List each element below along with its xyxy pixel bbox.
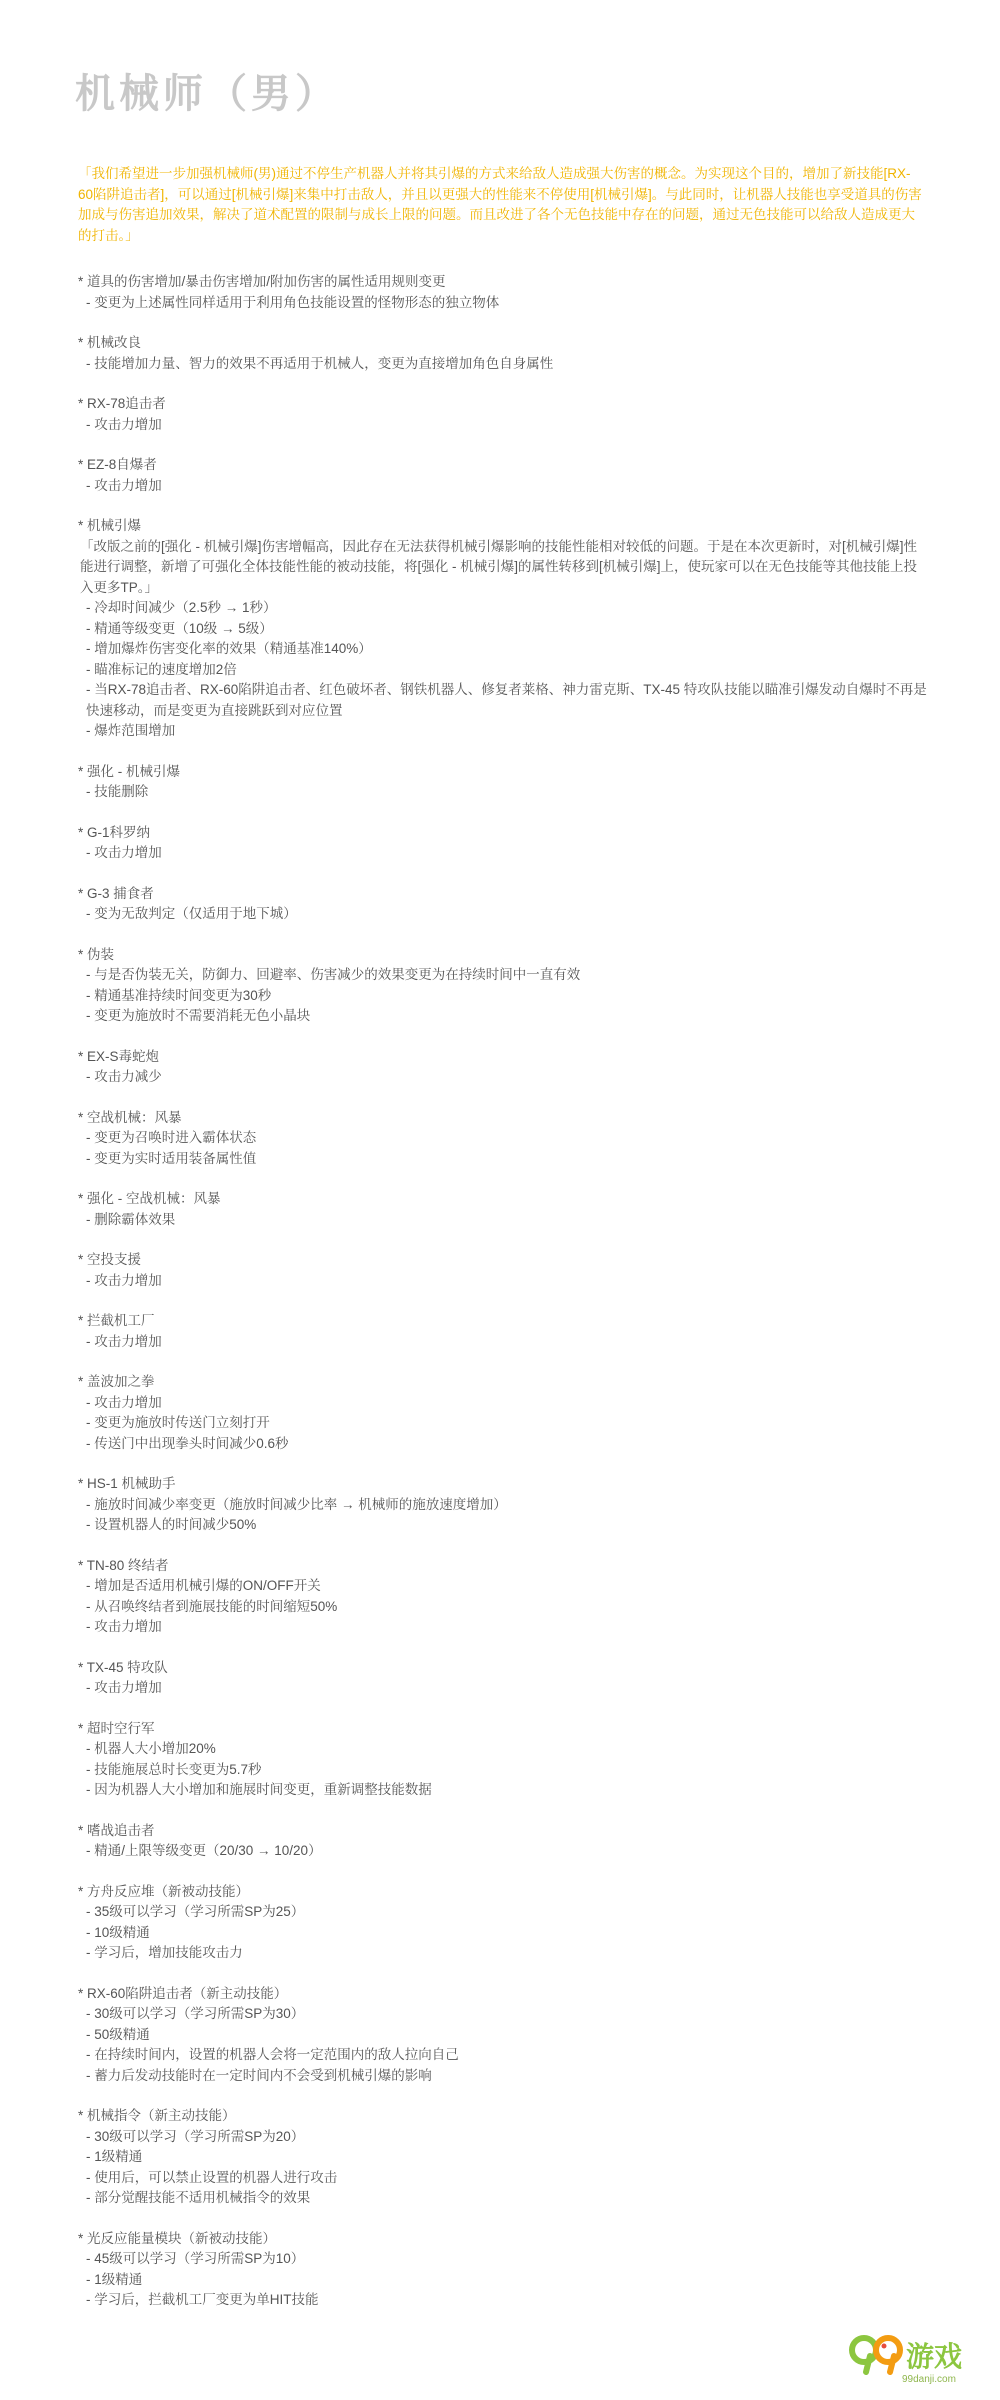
change-item: - 增加是否适用机械引爆的ON/OFF开关 — [86, 1578, 321, 1593]
change-item: - 攻击力增加 — [86, 477, 162, 493]
patch-section — [78, 1984, 928, 2087]
change-item: - 增加爆炸伤害变化率的效果（精通基准140%） — [86, 641, 372, 656]
change-item: - 50级精通 — [86, 2026, 150, 2042]
patch-section — [78, 516, 928, 742]
change-item: - 在持续时间内，设置的机器人会将一定范围内的敌人拉向自己 — [86, 2047, 459, 2062]
section-title: * 光反应能量模块（新被动技能） — [78, 2230, 277, 2246]
change-item: - 施放时间减少率变更（施放时间减少比率 → 机械师的施放速度增加） — [86, 1496, 507, 1512]
change-item: - 攻击力增加 — [86, 1394, 162, 1410]
section-title: * 盖波加之拳 — [78, 1374, 155, 1389]
change-item: - 攻击力增加 — [86, 1619, 162, 1634]
patch-section — [78, 1047, 928, 1088]
change-item: - 精通基准持续时间变更为30秒 — [86, 987, 272, 1003]
change-item: - 攻击力增加 — [86, 416, 162, 432]
change-item: - 瞄准标记的速度增加2倍 — [86, 661, 237, 677]
section-title: * 方舟反应堆（新被动技能） — [78, 1883, 250, 1899]
site-watermark — [848, 2332, 988, 2388]
section-title: * EX-S毒蛇炮 — [78, 1048, 160, 1064]
patch-notes-list — [78, 272, 928, 2331]
watermark-url: 99danji.com — [902, 2374, 956, 2385]
change-item: - 精通/上限等级变更（20/30 → 10/20） — [86, 1843, 322, 1858]
patch-section — [78, 1108, 928, 1170]
section-title: * EZ-8自爆者 — [78, 457, 157, 472]
patch-section — [78, 1882, 928, 1964]
page-title: 机械师（男） — [75, 71, 339, 117]
change-item: - 删除霸体效果 — [86, 1211, 176, 1227]
change-item: - 攻击力增加 — [86, 1333, 162, 1349]
change-item: - 传送门中出现拳头时间减少0.6秒 — [86, 1435, 289, 1451]
patch-section — [78, 394, 928, 435]
change-item: - 1级精通 — [86, 2149, 143, 2164]
change-item: - 从召唤终结者到施展技能的时间缩短50% — [86, 1598, 338, 1614]
section-title: * 超时空行军 — [78, 1720, 155, 1736]
section-title: * 伪装 — [78, 946, 115, 962]
change-item: - 变为无敌判定（仅适用于地下城） — [86, 906, 297, 921]
patch-section — [78, 272, 928, 313]
change-item: - 变更为施放时传送门立刻打开 — [86, 1415, 270, 1430]
change-item: - 与是否伪装无关，防御力、回避率、伤害减少的效果变更为在持续时间中一直有效 — [86, 967, 581, 982]
change-item: - 30级可以学习（学习所需SP为20） — [86, 2128, 305, 2144]
change-item: - 设置机器人的时间减少50% — [86, 1517, 257, 1532]
section-title: * 机械指令（新主动技能） — [78, 2108, 236, 2123]
patch-section — [78, 2106, 928, 2209]
change-item: - 使用后，可以禁止设置的机器人进行攻击 — [86, 2169, 338, 2185]
change-item: - 因为机器人大小增加和施展时间变更，重新调整技能数据 — [86, 1782, 432, 1797]
section-title: * G-3 捕食者 — [78, 885, 154, 901]
patch-section — [78, 1556, 928, 1638]
patch-section — [78, 945, 928, 1027]
change-item: - 精通等级变更（10级 → 5级） — [86, 620, 273, 636]
section-title: * RX-60陷阱追击者（新主动技能） — [78, 1985, 288, 2001]
change-item: - 攻击力减少 — [86, 1069, 162, 1084]
change-item: - 学习后，拦截机工厂变更为单HIT技能 — [86, 2292, 319, 2307]
change-item: - 30级可以学习（学习所需SP为30） — [86, 2006, 305, 2021]
section-title: * 拦截机工厂 — [78, 1313, 155, 1328]
change-item: - 当RX-78追击者、RX-60陷阱追击者、红色破坏者、钢铁机器人、修复者莱格、神力雷克斯、TX-45 特攻队技能以瞄准引爆发动自爆时不再是快速移动，而是变更为直接跳跃到对应位置 — [86, 682, 927, 718]
section-title: * 空战机械：风暴 — [78, 1109, 182, 1125]
change-item: - 爆炸范围增加 — [86, 723, 176, 738]
change-item: - 变更为召唤时进入霸体状态 — [86, 1130, 257, 1145]
patch-section — [78, 823, 928, 864]
change-item: - 35级可以学习（学习所需SP为25） — [86, 1904, 305, 1919]
patch-section — [78, 762, 928, 803]
change-item: - 攻击力增加 — [86, 1680, 162, 1695]
change-item: - 部分觉醒技能不适用机械指令的效果 — [86, 2190, 311, 2205]
patch-section — [78, 333, 928, 374]
section-title: * HS-1 机械助手 — [78, 1476, 176, 1491]
change-item: - 蓄力后发动技能时在一定时间内不会受到机械引爆的影响 — [86, 2067, 432, 2083]
section-title: * 道具的伤害增加/暴击伤害增加/附加伤害的属性适用规则变更 — [78, 274, 446, 289]
patch-section — [78, 1821, 928, 1862]
section-title: * 嗜战追击者 — [78, 1822, 155, 1838]
change-item: - 冷却时间减少（2.5秒 → 1秒） — [86, 600, 277, 615]
section-title: * 强化 - 机械引爆 — [78, 763, 181, 779]
change-item: - 10级精通 — [86, 1924, 150, 1940]
section-title: * 机械改良 — [78, 335, 142, 350]
patch-section — [78, 455, 928, 496]
patch-section — [78, 1474, 928, 1536]
intro-paragraph: 「我们希望进一步加强机械师(男)通过不停生产机器人并将其引爆的方式来给敌人造成强大伤害的概念。为实现这个目的，增加了新技能[RX-60陷阱追击者]，可以通过[机械引爆]来集中打击敌人，并且以更强大的性能来不停使用[机械引爆]。与此同时，让机器人技能也享受道具的伤害加成与伤害追加效果，解决了道术配置的限制与成长上限的问题。而且改进了各个无色技能中存在的问题，通过无色技能可以给敌人造成更大的打击。」 — [78, 166, 922, 243]
section-description: 「改版之前的[强化 - 机械引爆]伤害增幅高，因此存在无法获得机械引爆影响的技能性能相对较低的问题。于是在本次更新时，对[机械引爆]性能进行调整，新增了可强化全体技能性能的被动技能，将[强化 - 机械引爆]的属性转移到[机械引爆]上，使玩家可以在无色技能等其他技能上投入更多TP。」 — [80, 538, 917, 595]
change-item: - 机器人大小增加20% — [86, 1741, 216, 1756]
change-item: - 变更为上述属性同样适用于利用角色技能设置的怪物形态的独立物体 — [86, 294, 500, 310]
change-item: - 技能施展总时长变更为5.7秒 — [86, 1761, 262, 1777]
patch-section — [78, 1658, 928, 1699]
change-item: - 学习后，增加技能攻击力 — [86, 1945, 243, 1960]
change-item: - 攻击力增加 — [86, 1272, 162, 1288]
section-title: * TN-80 终结者 — [78, 1557, 169, 1573]
patch-section — [78, 1719, 928, 1801]
change-item: - 1级精通 — [86, 2271, 143, 2287]
patch-section — [78, 1311, 928, 1352]
patch-section — [78, 884, 928, 925]
site-logo-icon — [848, 2332, 988, 2376]
patch-section — [78, 1250, 928, 1291]
section-title: * 空投支援 — [78, 1252, 142, 1267]
change-item: - 技能增加力量、智力的效果不再适用于机械人，变更为直接增加角色自身属性 — [86, 355, 554, 371]
section-title: * 强化 - 空战机械：风暴 — [78, 1191, 221, 1206]
change-item: - 技能删除 — [86, 784, 149, 799]
change-item: - 变更为实时适用装备属性值 — [86, 1150, 257, 1166]
patch-section — [78, 1189, 928, 1230]
patch-section — [78, 2229, 928, 2311]
section-title: * TX-45 特攻队 — [78, 1659, 168, 1675]
section-title: * RX-78追击者 — [78, 396, 166, 411]
change-item: - 攻击力增加 — [86, 845, 162, 860]
change-item: - 45级可以学习（学习所需SP为10） — [86, 2251, 305, 2266]
section-title: * G-1科罗纳 — [78, 824, 151, 840]
section-title: * 机械引爆 — [78, 518, 142, 533]
watermark-text: 游戏 — [906, 2340, 963, 2373]
change-item: - 变更为施放时不需要消耗无色小晶块 — [86, 1008, 311, 1023]
patch-section — [78, 1372, 928, 1454]
